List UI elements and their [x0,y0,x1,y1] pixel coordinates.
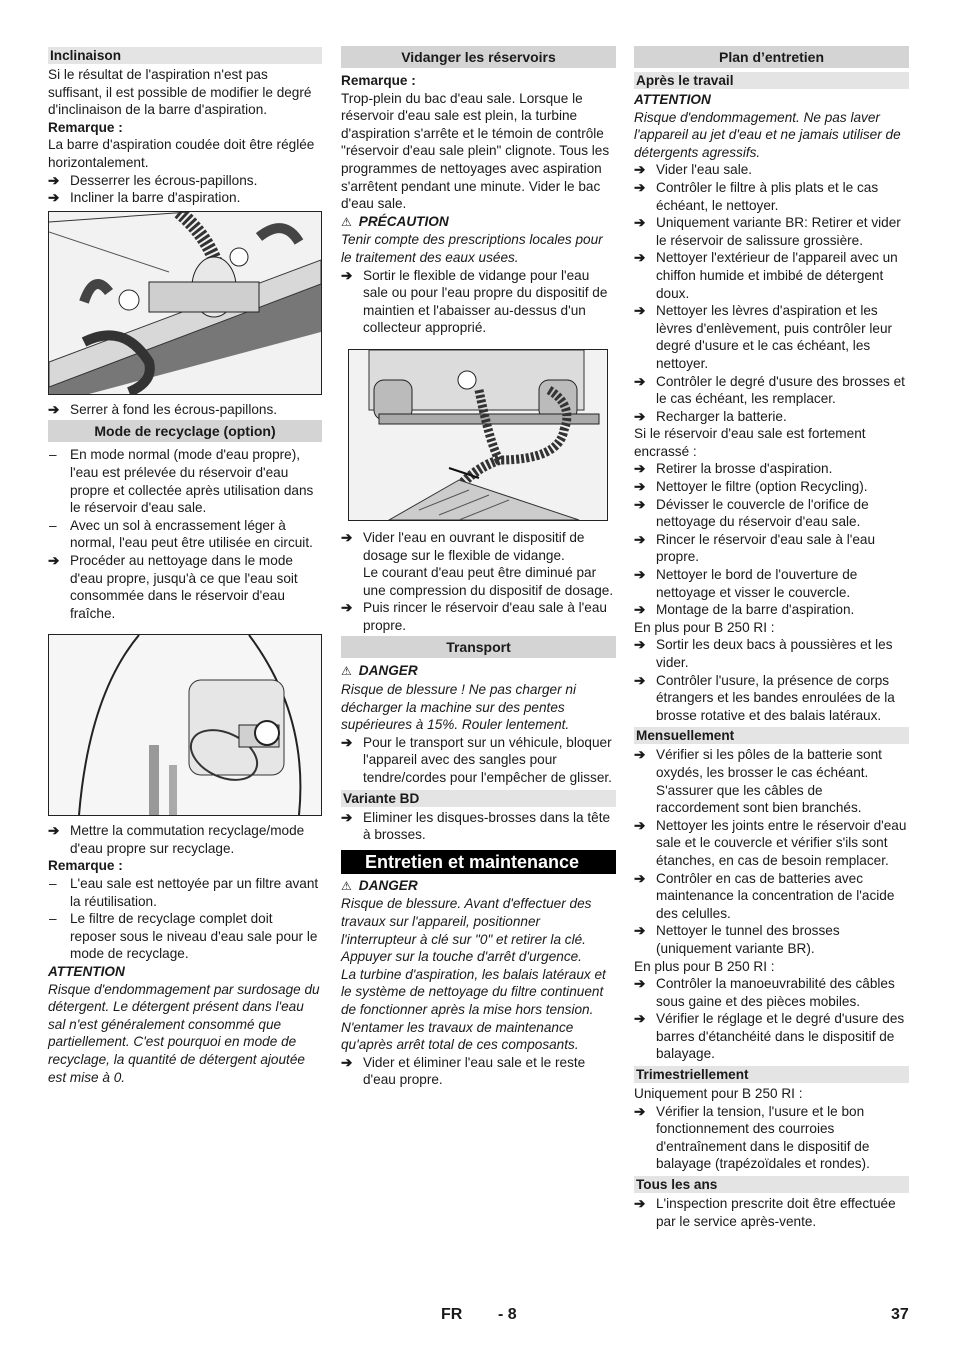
arrow-icon: ➔ [634,162,646,178]
arrow-icon: ➔ [634,602,646,618]
arrow-icon: ➔ [634,672,646,688]
step-item: ➔ Desserrer les écrous-papillons. [48,172,258,188]
step-item: ➔ Nettoyer le filtre (option Recycling). [634,479,868,495]
arrow-icon: ➔ [341,600,353,616]
arrow-icon: ➔ [634,1011,646,1027]
section-header-vidanger: Vidanger les réservoirs [341,46,616,68]
remarque-text: La barre d'aspiration coudée doit être réglée horizontalement. [48,137,315,170]
arrow-icon: ➔ [634,747,646,763]
arrow-icon: ➔ [634,1196,646,1212]
step-item: ➔ Vérifier la tension, l'usure et le bon fonctionnement des courroies d'entraînement dans le dispositif de balayage (trapézoïdales et rondes). [634,1103,870,1172]
danger-label: ⚠ DANGER [341,877,616,896]
inclinaison-text: Si le résultat de l'aspiration n'est pas suffisant, il est possible de modifier le degré d'inclinaison de la barre d'aspiration. [48,67,312,118]
step-item: ➔ Vérifier le réglage et le degré d'usure des barres d'étanchéité dans le dispositif de balayage. [634,1011,905,1062]
step-item: ➔ L'inspection prescrite doit être effectuée par le service après-vente. [634,1196,896,1229]
footer-page-number: 37 [891,1306,909,1323]
step-item: ➔ Sortir le flexible de vidange pour l'eau sale ou pour l'eau propre du dispositif de maintien et l'abaisser au-dessus d'un collecteur approprié. [341,267,608,336]
step-item: ➔ Serrer à fond les écrous-papillons. [48,401,278,417]
dash-item: – L'eau sale est nettoyée par un filtre avant la réutilisation. [49,876,319,909]
step-item: ➔ Puis rincer le réservoir d'eau sale à l'eau propre. [341,600,607,633]
arrow-icon: ➔ [634,461,646,477]
attention-label: ATTENTION [634,92,711,107]
step-note: Le courant d'eau peut être diminué par une compression du dispositif de dosage. [363,565,614,598]
dash-icon: – [49,517,57,533]
remarque-label: Remarque : [48,858,123,874]
step-item: ➔ Nettoyer le tunnel des brosses (uniquement variante BR). [634,923,840,956]
arrow-icon: ➔ [634,303,646,319]
arrow-icon: ➔ [634,976,646,992]
step-item: ➔ Contrôler le degré d'usure des brosses et le cas échéant, les remplacer. [634,373,905,407]
arrow-icon: ➔ [634,817,646,833]
attention-label: ATTENTION [48,964,125,980]
step-item: ➔ Nettoyer le bord de l'ouverture de nettoyage et visser le couvercle. [634,567,858,600]
arrow-icon: ➔ [634,215,646,231]
arrow-icon: ➔ [48,823,60,839]
section-title-inclinaison: Inclinaison [48,47,322,64]
section-title-variante-bd: Variante BD [341,790,616,807]
chapter-title-entretien: Entretien et maintenance [341,850,616,874]
precaution-text: Tenir compte des prescriptions locales pour le traitement des eaux usées. [341,232,603,265]
step-item: ➔ Contrôler l'usure, la présence de corps étrangers et les bandes enroulées de la brosse rotative et des balais latéraux. [634,672,895,723]
figure-recycling-switch [48,634,322,816]
arrow-icon: ➔ [634,567,646,583]
dash-icon: – [49,447,57,463]
arrow-icon: ➔ [634,373,646,389]
step-item: ➔ Procéder au nettoyage dans le mode d'eau propre, jusqu'à ce que l'eau soit consommée dans le réservoir d'eau fraîche. [48,552,298,621]
dash-item: – Avec un sol à encrassement léger à normal, l'eau peut être utilisée en circuit. [49,517,313,551]
section-header-recyclage: Mode de recyclage (option) [48,420,322,442]
step-item: ➔ Contrôler la manoeuvrabilité des câbles sous gaine et des pièces mobiles. [634,976,895,1009]
dash-item: – En mode normal (mode d'eau propre), l'eau est prélevée du réservoir d'eau propre et collectée après utilisation dans le réservoir d'eau sale. [49,447,314,516]
step-item: ➔ Vérifier si les pôles de la batterie sont oxydés, les brosser le cas échéant. S'assurer que les câbles de raccordement sont bien branchés. [634,747,882,816]
step-item: ➔ Incliner la barre d'aspiration. [48,190,241,206]
step-item: ➔ Vider l'eau sale. [634,162,753,178]
arrow-icon: ➔ [341,809,353,825]
arrow-icon: ➔ [341,267,353,283]
footer-language: FR [441,1306,463,1323]
b250-text: En plus pour B 250 RI : [634,958,775,974]
arrow-icon: ➔ [634,408,646,424]
attention-text: Risque d'endommagement. Ne pas laver l'appareil au jet d'eau et ne jamais utiliser de détergents agressifs. [634,109,901,160]
arrow-icon: ➔ [634,923,646,939]
warning-icon: ⚠ [341,214,352,229]
step-item: ➔ Montage de la barre d'aspiration. [634,602,855,618]
arrow-icon: ➔ [634,1103,646,1119]
arrow-icon: ➔ [48,401,60,417]
step-item: ➔ Vider et éliminer l'eau sale et le reste d'eau propre. [341,1054,586,1088]
arrow-icon: ➔ [634,479,646,495]
step-item: ➔ Contrôler en cas de batteries avec maintenance la concentration de l'acide des celulles. [634,870,895,921]
footer-sub-page: - 8 [498,1306,517,1323]
step-item: ➔ Pour le transport sur un véhicule, bloquer l'appareil avec des sangles pour tendre/cordes pour l'empêcher de glisser. [341,734,612,786]
arrow-icon: ➔ [341,734,353,750]
column-left [48,44,322,1086]
remarque-label: Remarque : [341,73,416,88]
remarque-label: Remarque : [48,119,123,135]
arrow-icon: ➔ [48,172,60,188]
step-item: ➔ Nettoyer les lèvres d'aspiration et les lèvres d'enlèvement, puis contrôler leur degré d'usure et le cas échéant, les nettoyer. [634,303,893,371]
dash-item: – Le filtre de recyclage complet doit reposer sous le niveau d'eau sale pour le mode de recyclage. [49,911,318,962]
precaution-label: ⚠ PRÉCAUTION [341,213,616,232]
step-item: ➔ Vider l'eau en ouvrant le dispositif de dosage sur le flexible de vidange. [341,529,585,563]
figure-suction-bar-wing-nuts [48,211,322,395]
arrow-icon: ➔ [634,870,646,886]
step-item: ➔ Retirer la brosse d'aspiration. [634,461,833,477]
danger-text: Risque de blessure ! Ne pas charger ni décharger la machine sur des pentes supérieures à 15%. Rouler lentement. [341,682,576,733]
step-item: ➔ Rincer le réservoir d'eau sale à l'eau propre. [634,531,876,565]
step-item: ➔ Eliminer les disques-brosses dans la tête à brosses. [341,809,611,843]
danger-label: ⚠ DANGER [341,662,616,681]
column-right [634,44,909,1230]
section-title-trimestriel: Trimestriellement [634,1066,909,1083]
arrow-icon: ➔ [634,531,646,547]
step-item: ➔ Recharger la batterie. [634,408,787,424]
column-middle [341,44,616,1089]
arrow-icon: ➔ [341,529,353,545]
arrow-icon: ➔ [634,637,646,653]
section-header-transport: Transport [341,636,616,658]
remarque-text: Trop-plein du bac d'eau sale. Lorsque le réservoir d'eau sale est plein, la turbine d'aspiration s'arrête et le témoin de contrôle "réservoir d'eau sale plein" clignote. Tous les programmes de nettoyages avec aspiration s'arrêtent pendant une minute. Vider le bac d'eau sale. [341,90,610,212]
section-header-plan: Plan d’entretien [634,46,909,68]
section-title-annuel: Tous les ans [634,1176,909,1193]
step-item: ➔ Mettre la commutation recyclage/mode d'eau propre sur recyclage. [48,823,305,856]
step-item: ➔ Sortir les deux bacs à poussières et les vider. [634,637,893,670]
encrasse-text: Si le réservoir d'eau sale est fortement encrassé : [634,426,866,459]
danger-text: Risque de blessure. Avant d'effectuer des travaux sur l'appareil, positionner l'interrupteur à clé sur "0" et retirer la clé. Appuyer sur la touche d'arrêt d'urgence. [341,896,592,965]
arrow-icon: ➔ [48,190,60,206]
section-title-mensuel: Mensuellement [634,727,909,744]
dash-icon: – [49,876,57,892]
danger-text: La turbine d'aspiration, les balais latéraux et le système de nettoyage du filtre continuent de fonctionner après la mise hors tension. N'entamer les travaux de maintenance qu'après arrêt total de ces composants. [341,966,606,1053]
warning-icon: ⚠ [341,664,352,679]
dash-icon: – [49,911,57,927]
warning-icon: ⚠ [341,878,352,893]
step-item: ➔ Uniquement variante BR: Retirer et vider le réservoir de salissure grossière. [634,215,901,248]
trim-text: Uniquement pour B 250 RI : [634,1086,803,1102]
step-item: ➔ Dévisser le couvercle de l'orifice de nettoyage du réservoir d'eau sale. [634,496,869,530]
section-title-apres: Après le travail [634,72,909,89]
arrow-icon: ➔ [341,1054,353,1070]
arrow-icon: ➔ [634,179,646,195]
figure-drain-hose [348,349,608,521]
step-item: ➔ Nettoyer les joints entre le réservoir d'eau sale et le couvercle et vérifier s'ils sont étanches, en cas de besoin remplacer. [634,817,907,868]
arrow-icon: ➔ [634,496,646,512]
arrow-icon: ➔ [48,552,60,568]
step-item: ➔ Nettoyer l'extérieur de l'appareil avec un chiffon humide et imbibé de détergent doux. [634,250,898,301]
step-item: ➔ Contrôler le filtre à plis plats et le cas échéant, le nettoyer. [634,179,879,213]
attention-text: Risque d'endommagement par surdosage du détergent. Le détergent présent dans l'eau sal n'est généralement consommé que partiellement. C'est pourquoi en mode de recyclage, la quantité de détergent ajoutée est mise à 0. [48,981,320,1085]
b250-text: En plus pour B 250 RI : [634,619,775,635]
arrow-icon: ➔ [634,250,646,266]
